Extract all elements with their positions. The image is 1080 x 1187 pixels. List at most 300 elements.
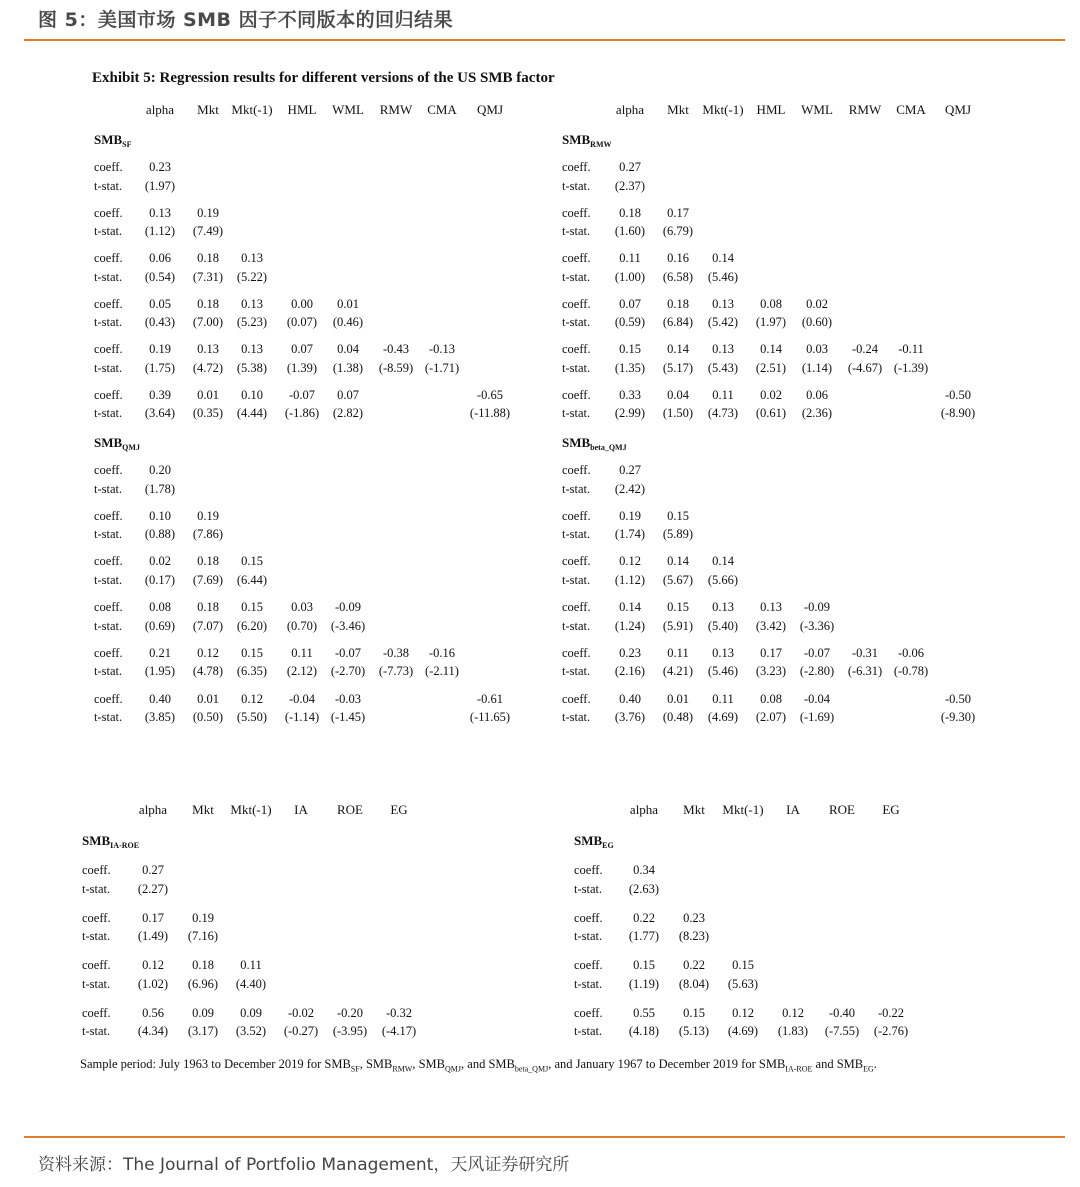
- column-header: Mkt(-1): [722, 802, 764, 817]
- cell-value: -0.02: [287, 1005, 315, 1020]
- cell-value: (0.88): [144, 527, 176, 542]
- cell-value: (-7.55): [824, 1024, 860, 1038]
- cell-value: (7.69): [192, 572, 224, 587]
- cell-value: (8.23): [678, 929, 710, 943]
- row-label: coeff.: [574, 910, 603, 925]
- cell-value: 0.11: [240, 958, 262, 972]
- row-label: t-stat.: [82, 929, 111, 943]
- row-label: t-stat.: [94, 315, 123, 329]
- cell-value: (0.17): [144, 572, 176, 587]
- cell-value: (7.49): [192, 224, 224, 238]
- cell-value: (7.86): [192, 527, 224, 542]
- cell-value: (6.96): [187, 976, 219, 991]
- cell-value: (5.42): [707, 315, 739, 329]
- cell-value: (5.66): [707, 572, 739, 587]
- cell-value: 0.13: [760, 600, 782, 615]
- cell-value: 0.14: [667, 342, 689, 356]
- cell-value: 0.55: [633, 1005, 655, 1020]
- column-header: WML: [332, 102, 364, 117]
- cell-value: 0.12: [241, 691, 263, 706]
- row-label: coeff.: [562, 205, 591, 220]
- cell-value: (1.19): [628, 976, 660, 991]
- row-label: coeff.: [94, 387, 123, 402]
- row-label: coeff.: [82, 958, 111, 972]
- cell-value: (7.31): [192, 269, 224, 284]
- column-header: Mkt: [197, 102, 219, 117]
- cell-value: (4.18): [628, 1024, 660, 1038]
- cell-value: (-1.45): [330, 710, 366, 724]
- cell-value: 0.22: [683, 958, 705, 972]
- cell-value: -0.06: [897, 645, 925, 660]
- note-text: , SMB: [359, 1057, 393, 1071]
- row-label: t-stat.: [562, 360, 591, 375]
- row-label: coeff.: [82, 863, 111, 877]
- row-label: coeff.: [562, 387, 591, 402]
- cell-value: (-2.80): [799, 664, 835, 679]
- cell-value: -0.04: [288, 691, 316, 706]
- cell-value: (6.44): [236, 572, 268, 587]
- bottom-divider: [24, 1136, 1065, 1138]
- column-header: HML: [287, 102, 317, 117]
- cell-value: (3.64): [144, 406, 176, 420]
- cell-value: 0.11: [291, 645, 313, 660]
- row-label: t-stat.: [574, 881, 603, 896]
- cell-value: 0.06: [149, 251, 171, 265]
- cell-value: 0.15: [667, 508, 689, 523]
- cell-value: (-1.86): [284, 406, 320, 420]
- cell-value: -0.50: [944, 691, 972, 706]
- column-header: CMA: [896, 102, 926, 117]
- cell-value: (5.50): [236, 710, 268, 724]
- cell-value: 0.23: [619, 645, 641, 660]
- cell-value: (1.50): [662, 406, 694, 420]
- column-header: IA: [294, 802, 308, 817]
- cell-value: 0.14: [667, 554, 689, 569]
- cell-value: -0.07: [288, 387, 316, 402]
- cell-value: 0.01: [337, 296, 359, 311]
- row-label: coeff.: [562, 251, 591, 265]
- cell-value: (4.40): [235, 976, 267, 991]
- cell-value: 0.23: [683, 910, 705, 925]
- cell-value: 0.18: [197, 600, 219, 615]
- cell-value: 0.18: [197, 296, 219, 311]
- row-label: t-stat.: [574, 976, 603, 991]
- cell-value: (2.27): [137, 881, 169, 896]
- row-label: t-stat.: [574, 929, 603, 943]
- row-label: t-stat.: [82, 881, 111, 896]
- note-subscript: RMW: [392, 1064, 413, 1074]
- row-label: t-stat.: [562, 406, 591, 420]
- cell-value: (6.58): [662, 269, 694, 284]
- cell-value: (3.42): [755, 618, 787, 633]
- cell-value: (5.63): [727, 976, 759, 991]
- cell-value: (7.00): [192, 315, 224, 329]
- note-subscript: beta_QMJ: [514, 1064, 549, 1074]
- cell-value: 0.09: [192, 1005, 214, 1020]
- cell-value: (1.97): [755, 315, 787, 329]
- cell-value: 0.15: [241, 554, 263, 569]
- cell-value: (6.20): [236, 618, 268, 633]
- row-label: coeff.: [94, 508, 123, 523]
- cell-value: (1.74): [614, 527, 646, 542]
- cell-value: (5.38): [236, 360, 268, 375]
- cell-value: 0.13: [712, 645, 734, 660]
- cell-value: 0.04: [667, 387, 689, 402]
- cell-value: (0.70): [286, 618, 318, 633]
- row-label: t-stat.: [562, 572, 591, 587]
- cell-value: (-3.36): [799, 618, 835, 633]
- cell-value: -0.07: [803, 645, 831, 660]
- cell-value: -0.11: [898, 342, 924, 356]
- row-label: t-stat.: [94, 481, 123, 496]
- cell-value: (5.46): [707, 269, 739, 284]
- column-header: alpha: [138, 802, 168, 817]
- cell-value: 0.02: [760, 387, 782, 402]
- cell-value: (0.46): [332, 315, 364, 329]
- cell-value: (-1.69): [799, 710, 835, 724]
- row-label: coeff.: [94, 342, 123, 356]
- row-label: t-stat.: [94, 572, 123, 587]
- cell-value: 0.19: [619, 508, 641, 523]
- row-label: coeff.: [94, 296, 123, 311]
- cell-value: (-6.31): [847, 664, 883, 679]
- cell-value: 0.13: [197, 342, 219, 356]
- cell-value: (5.43): [707, 360, 739, 375]
- cell-value: -0.09: [334, 600, 362, 615]
- cell-value: -0.20: [336, 1005, 364, 1020]
- row-label: coeff.: [562, 463, 591, 477]
- cell-value: (3.52): [235, 1024, 267, 1038]
- cell-value: 0.23: [149, 160, 171, 174]
- cell-value: (2.16): [614, 664, 646, 679]
- cell-value: 0.14: [712, 554, 734, 569]
- cell-value: 0.18: [197, 554, 219, 569]
- cell-value: (6.84): [662, 315, 694, 329]
- cell-value: 0.15: [241, 600, 263, 615]
- row-label: t-stat.: [562, 618, 591, 633]
- row-label: t-stat.: [94, 710, 123, 724]
- cell-value: 0.13: [241, 342, 263, 356]
- cell-value: (2.07): [755, 710, 787, 724]
- row-label: t-stat.: [94, 618, 123, 633]
- cell-value: 0.11: [712, 387, 734, 402]
- cell-value: 0.07: [291, 342, 313, 356]
- cell-value: 0.15: [619, 342, 641, 356]
- cell-value: 0.18: [192, 958, 214, 972]
- cell-value: (1.78): [144, 481, 176, 496]
- cell-value: 0.12: [619, 554, 641, 569]
- cell-value: (2.42): [614, 481, 646, 496]
- cell-value: 0.01: [197, 691, 219, 706]
- column-header: Mkt(-1): [230, 802, 272, 817]
- cell-value: (-1.14): [284, 710, 320, 724]
- top-divider: [24, 39, 1065, 41]
- cell-value: 0.18: [667, 296, 689, 311]
- cell-value: 0.04: [337, 342, 359, 356]
- cell-value: (1.95): [144, 664, 176, 679]
- group-title: $SMB_{RMW}$: [562, 132, 612, 149]
- cell-value: 0.18: [619, 205, 641, 220]
- row-label: t-stat.: [94, 269, 123, 284]
- source-line: 资料来源：The Journal of Portfolio Management，天风证券研究所: [38, 1155, 570, 1175]
- cell-value: 0.17: [667, 205, 689, 220]
- cell-value: 0.34: [633, 863, 655, 877]
- cell-value: (5.23): [236, 315, 268, 329]
- group-title: $SMB_{EG}$: [574, 833, 614, 850]
- cell-value: (1.75): [144, 360, 176, 375]
- cell-value: 0.12: [782, 1005, 804, 1020]
- cell-value: 0.02: [149, 554, 171, 569]
- cell-value: (1.49): [137, 929, 169, 943]
- cell-value: 0.17: [142, 910, 164, 925]
- note-subscript: EG: [863, 1064, 874, 1074]
- cell-value: 0.08: [760, 296, 782, 311]
- row-label: t-stat.: [562, 315, 591, 329]
- column-header: Mkt(-1): [231, 102, 273, 117]
- column-header: Mkt: [667, 102, 689, 117]
- cell-value: (-2.11): [425, 664, 459, 679]
- note-text: , SMB: [412, 1057, 446, 1071]
- cell-value: 0.08: [760, 691, 782, 706]
- row-label: t-stat.: [94, 527, 123, 542]
- row-label: coeff.: [82, 910, 111, 925]
- cell-value: 0.19: [197, 508, 219, 523]
- group-title: $SMB_{beta\_QMJ}$: [562, 435, 627, 452]
- column-header: Mkt: [192, 802, 214, 817]
- cell-value: (1.97): [144, 178, 176, 193]
- column-header: EG: [390, 802, 408, 817]
- row-label: t-stat.: [562, 481, 591, 496]
- cell-value: (5.91): [662, 618, 694, 633]
- column-header: CMA: [427, 102, 457, 117]
- cell-value: (4.78): [192, 664, 224, 679]
- column-header: Mkt(-1): [702, 102, 744, 117]
- cell-value: 0.13: [241, 251, 263, 265]
- cell-value: (4.72): [192, 360, 224, 375]
- cell-value: (-1.71): [424, 360, 460, 375]
- cell-value: (0.61): [755, 406, 787, 420]
- cell-value: 0.02: [806, 296, 828, 311]
- figure-title: 图 5：美国市场 SMB 因子不同版本的回归结果: [38, 9, 454, 31]
- cell-value: (5.89): [662, 527, 694, 542]
- cell-value: 0.13: [712, 342, 734, 356]
- cell-value: (7.07): [192, 618, 224, 633]
- cell-value: (4.21): [662, 664, 694, 679]
- cell-value: (1.00): [614, 269, 646, 284]
- note-text: , and SMB: [461, 1057, 515, 1071]
- cell-value: (4.44): [236, 406, 268, 420]
- cell-value: 0.15: [667, 600, 689, 615]
- cell-value: (3.76): [614, 710, 646, 724]
- cell-value: (0.07): [286, 315, 318, 329]
- row-label: coeff.: [562, 600, 591, 615]
- cell-value: 0.40: [619, 691, 641, 706]
- row-label: coeff.: [574, 863, 603, 877]
- cell-value: (-4.17): [381, 1024, 417, 1038]
- cell-value: (4.73): [707, 406, 739, 420]
- note-text: Sample period: July 1963 to December 2019 for SMB: [80, 1057, 351, 1071]
- cell-value: (3.23): [755, 664, 787, 679]
- column-header: alpha: [629, 802, 659, 817]
- cell-value: -0.09: [803, 600, 831, 615]
- cell-value: (-3.95): [332, 1024, 368, 1038]
- row-label: coeff.: [94, 691, 123, 706]
- group-title: $SMB_{QMJ}$: [94, 435, 140, 452]
- cell-value: (-3.46): [330, 618, 366, 633]
- row-label: coeff.: [562, 645, 591, 660]
- column-header: Mkt: [683, 802, 705, 817]
- cell-value: 0.20: [149, 463, 171, 477]
- cell-value: (3.17): [187, 1024, 219, 1038]
- cell-value: (7.16): [187, 929, 219, 943]
- cell-value: (2.37): [614, 178, 646, 193]
- cell-value: 0.09: [240, 1005, 262, 1020]
- cell-value: (5.46): [707, 664, 739, 679]
- cell-value: (-4.67): [847, 360, 883, 375]
- cell-value: (1.39): [286, 360, 318, 375]
- group-title: $SMB_{IA-ROE}$: [82, 833, 140, 850]
- cell-value: (1.83): [777, 1024, 809, 1038]
- row-label: t-stat.: [562, 224, 591, 238]
- row-label: coeff.: [562, 508, 591, 523]
- cell-value: 0.10: [149, 508, 171, 523]
- exhibit-title: Exhibit 5: Regression results for different versions of the US SMB factor: [92, 70, 555, 86]
- cell-value: 0.03: [291, 600, 313, 615]
- cell-value: 0.27: [619, 160, 641, 174]
- cell-value: (5.17): [662, 360, 694, 375]
- cell-value: -0.38: [382, 645, 410, 660]
- cell-value: (4.69): [707, 710, 739, 724]
- cell-value: -0.50: [944, 387, 972, 402]
- cell-value: -0.65: [476, 387, 504, 402]
- cell-value: (-2.70): [330, 664, 366, 679]
- cell-value: 0.14: [760, 342, 782, 356]
- cell-value: 0.14: [619, 600, 641, 615]
- cell-value: (4.34): [137, 1024, 169, 1038]
- cell-value: (1.14): [801, 360, 833, 375]
- row-label: t-stat.: [562, 710, 591, 724]
- cell-value: 0.05: [149, 296, 171, 311]
- column-header: HML: [756, 102, 786, 117]
- cell-value: 0.16: [667, 251, 689, 265]
- cell-value: 0.27: [142, 863, 164, 877]
- cell-value: (5.40): [707, 618, 739, 633]
- cell-value: -0.22: [877, 1005, 905, 1020]
- row-label: t-stat.: [574, 1024, 603, 1038]
- cell-value: 0.14: [712, 251, 734, 265]
- cell-value: (3.85): [144, 710, 176, 724]
- cell-value: -0.13: [428, 342, 456, 356]
- row-label: coeff.: [94, 160, 123, 174]
- cell-value: 0.19: [149, 342, 171, 356]
- cell-value: 0.40: [149, 691, 171, 706]
- cell-value: (1.35): [614, 360, 646, 375]
- note-subscript: IA-ROE: [785, 1064, 813, 1074]
- cell-value: (-11.88): [469, 406, 511, 420]
- cell-value: 0.39: [149, 387, 171, 402]
- cell-value: (0.59): [614, 315, 646, 329]
- column-header: EG: [882, 802, 900, 817]
- row-label: t-stat.: [562, 269, 591, 284]
- cell-value: -0.16: [428, 645, 456, 660]
- cell-value: 0.19: [197, 205, 219, 220]
- cell-value: -0.07: [334, 645, 362, 660]
- cell-value: -0.04: [803, 691, 831, 706]
- row-label: t-stat.: [562, 527, 591, 542]
- cell-value: (5.67): [662, 572, 694, 587]
- row-label: t-stat.: [94, 224, 123, 238]
- cell-value: (1.77): [628, 929, 660, 943]
- note-text: .: [873, 1057, 877, 1071]
- cell-value: 0.11: [667, 645, 689, 660]
- cell-value: 0.33: [619, 387, 641, 402]
- cell-value: (6.79): [662, 224, 694, 238]
- row-label: coeff.: [94, 645, 123, 660]
- row-label: coeff.: [562, 554, 591, 569]
- cell-value: (1.02): [137, 976, 169, 991]
- cell-value: (-9.30): [940, 710, 976, 724]
- group-title: $SMB_{SF}$: [94, 132, 132, 149]
- cell-value: (-8.59): [378, 360, 414, 375]
- cell-value: (1.60): [614, 224, 646, 238]
- row-label: t-stat.: [94, 406, 123, 420]
- cell-value: 0.12: [732, 1005, 754, 1020]
- column-header: QMJ: [944, 102, 972, 117]
- cell-value: (6.35): [236, 664, 268, 679]
- cell-value: (-0.78): [893, 664, 929, 679]
- column-header: QMJ: [476, 102, 504, 117]
- column-header: alpha: [145, 102, 175, 117]
- note-subscript: QMJ: [445, 1064, 462, 1074]
- cell-value: 0.11: [619, 251, 641, 265]
- row-label: t-stat.: [94, 178, 123, 193]
- row-label: coeff.: [94, 600, 123, 615]
- cell-value: -0.24: [851, 342, 879, 356]
- row-label: coeff.: [94, 251, 123, 265]
- cell-value: (1.12): [614, 572, 646, 587]
- column-header: RMW: [848, 102, 882, 117]
- cell-value: (0.43): [144, 315, 176, 329]
- cell-value: 0.15: [683, 1005, 705, 1020]
- cell-value: (-8.90): [940, 406, 976, 420]
- row-label: coeff.: [562, 691, 591, 706]
- cell-value: (-7.73): [378, 664, 414, 679]
- cell-value: (0.35): [192, 406, 224, 420]
- row-label: coeff.: [574, 1005, 603, 1020]
- cell-value: 0.10: [241, 387, 263, 402]
- cell-value: (2.36): [801, 406, 833, 420]
- cell-value: 0.08: [149, 600, 171, 615]
- cell-value: (2.51): [755, 360, 787, 375]
- column-header: RMW: [379, 102, 413, 117]
- cell-value: (0.50): [192, 710, 224, 724]
- cell-value: -0.03: [334, 691, 362, 706]
- column-header: WML: [801, 102, 833, 117]
- cell-value: 0.19: [192, 910, 214, 925]
- cell-value: (0.60): [801, 315, 833, 329]
- row-label: t-stat.: [82, 1024, 111, 1038]
- cell-value: (1.38): [332, 360, 364, 375]
- cell-value: -0.40: [828, 1005, 856, 1020]
- cell-value: (4.69): [727, 1024, 759, 1038]
- row-label: t-stat.: [82, 976, 111, 991]
- cell-value: 0.22: [633, 910, 655, 925]
- cell-value: (5.13): [678, 1024, 710, 1038]
- cell-value: 0.15: [241, 645, 263, 660]
- cell-value: (-11.65): [469, 710, 511, 724]
- row-label: coeff.: [82, 1005, 111, 1020]
- cell-value: 0.15: [633, 958, 655, 972]
